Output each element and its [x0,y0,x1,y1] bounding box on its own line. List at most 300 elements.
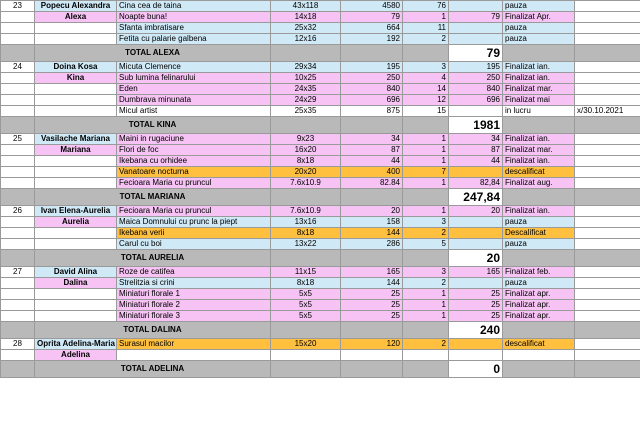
table-row [1,106,640,117]
cell-v1[interactable]: 664 [341,23,403,34]
cell-v3[interactable]: 840 [449,84,503,95]
cell-dim[interactable]: 15x20 [271,339,341,350]
cell-v1[interactable] [341,117,403,134]
cell-title[interactable]: Sub lumina felinarului [117,73,271,84]
table-row [1,267,640,278]
total-value-cell[interactable]: 240 [449,322,503,339]
cell-participant[interactable]: Alexa [35,12,117,23]
cell-note[interactable] [575,95,640,106]
cell-v2[interactable]: 2 [403,339,449,350]
cell-v3[interactable]: 25 [449,300,503,311]
cell-dim[interactable]: 9x23 [271,134,341,145]
cell-dim[interactable]: 13x16 [271,217,341,228]
cell-nr[interactable] [1,311,35,322]
cell-v1[interactable]: 44 [341,156,403,167]
cell-nr[interactable] [1,350,35,361]
cell-status[interactable]: Finalizat feb. [503,267,575,278]
cell-v1[interactable]: 195 [341,62,403,73]
cell-participant[interactable] [35,95,117,106]
cell-note[interactable] [575,189,640,206]
cell-nr[interactable] [1,145,35,156]
cell-v2[interactable]: 1 [403,311,449,322]
cell-status[interactable]: Finalizat ian. [503,62,575,73]
cell-participant[interactable]: Oprita Adelina-Maria [35,339,117,350]
cell-note[interactable] [575,178,640,189]
cell-v3[interactable]: 165 [449,267,503,278]
cell-status[interactable]: Finalizat Apr. [503,12,575,23]
cell-status[interactable]: Finalizat apr. [503,289,575,300]
cell-note[interactable] [575,350,640,361]
cell-v2[interactable]: 2 [403,228,449,239]
cell-note[interactable] [575,250,640,267]
cell-status[interactable]: pauza [503,239,575,250]
cell-title[interactable]: Flori de foc [117,145,271,156]
cell-title[interactable]: Carul cu boi [117,239,271,250]
cell-v3[interactable] [449,34,503,45]
total-label-cell[interactable]: TOTAL KINA [35,117,271,134]
cell-v2[interactable]: 14 [403,84,449,95]
cell-v3[interactable]: 250 [449,73,503,84]
cell-title[interactable]: Sfanta imbratisare [117,23,271,34]
cell-status[interactable]: Finalizat apr. [503,300,575,311]
cell-v2[interactable]: 3 [403,267,449,278]
cell-v3[interactable] [449,217,503,228]
cell-title[interactable] [117,350,271,361]
cell-note[interactable] [575,228,640,239]
table-row [1,12,640,23]
cell-title[interactable]: Ikebana cu orhidee [117,156,271,167]
total-row [1,250,640,267]
cell-v1[interactable] [341,250,403,267]
cell-participant[interactable] [35,167,117,178]
cell-v2[interactable]: 15 [403,106,449,117]
cell-v3[interactable]: 34 [449,134,503,145]
cell-v2[interactable]: 1 [403,300,449,311]
cell-nr[interactable] [1,239,35,250]
cell-v1[interactable]: 82.84 [341,178,403,189]
cell-status[interactable] [503,250,575,267]
cell-nr[interactable] [1,217,35,228]
cell-v2[interactable] [403,45,449,62]
cell-note[interactable] [575,84,640,95]
table-body [1,1,640,378]
table-row [1,217,640,228]
cell-v1[interactable]: 34 [341,134,403,145]
cell-dim[interactable]: 7.6x10.9 [271,206,341,217]
table-row [1,134,640,145]
cell-v2[interactable]: 3 [403,62,449,73]
total-value-cell[interactable]: 79 [449,45,503,62]
table-row [1,84,640,95]
cell-title[interactable]: Cina cea de taina [117,1,271,12]
cell-v1[interactable]: 4580 [341,1,403,12]
cell-v2[interactable]: 4 [403,73,449,84]
cell-nr[interactable] [1,361,35,378]
cell-participant[interactable]: Adelina [35,350,117,361]
cell-status[interactable]: pauza [503,278,575,289]
cell-dim[interactable] [271,361,341,378]
total-value-cell[interactable]: 0 [449,361,503,378]
cell-v1[interactable]: 286 [341,239,403,250]
cell-status[interactable]: pauza [503,23,575,34]
cell-v1[interactable]: 144 [341,278,403,289]
cell-participant[interactable]: Aurelia [35,217,117,228]
cell-v3[interactable]: 87 [449,145,503,156]
cell-note[interactable] [575,311,640,322]
cell-nr[interactable] [1,167,35,178]
cell-note[interactable] [575,156,640,167]
total-value-cell[interactable]: 20 [449,250,503,267]
total-label-cell[interactable]: TOTAL AURELIA [35,250,271,267]
cell-v3[interactable]: 82,84 [449,178,503,189]
cell-participant[interactable] [35,84,117,95]
cell-note[interactable] [575,322,640,339]
cell-title[interactable]: Dumbrava minunata [117,95,271,106]
cell-v1[interactable]: 144 [341,228,403,239]
cell-status[interactable]: pauza [503,34,575,45]
table-row [1,300,640,311]
table-row [1,95,640,106]
table-row [1,228,640,239]
cell-status[interactable]: Finalizat ian. [503,73,575,84]
cell-note[interactable] [575,300,640,311]
cell-status[interactable] [503,350,575,361]
cell-dim[interactable]: 16x20 [271,145,341,156]
cell-title[interactable]: Maini in rugaciune [117,134,271,145]
cell-title[interactable]: Fecioara Maria cu pruncul [117,206,271,217]
cell-v2[interactable] [403,361,449,378]
cell-status[interactable]: Finalizat apr. [503,311,575,322]
cell-v2[interactable]: 3 [403,217,449,228]
cell-participant[interactable]: Ivan Elena-Aurelia [35,206,117,217]
cell-v2[interactable] [403,322,449,339]
cell-dim[interactable]: 8x18 [271,156,341,167]
cell-title[interactable]: Maica Domnului cu prunc la piept [117,217,271,228]
table-row [1,1,640,12]
cell-note[interactable] [575,134,640,145]
total-label-cell[interactable]: TOTAL ALEXA [35,45,271,62]
cell-note[interactable] [575,167,640,178]
cell-dim[interactable]: 8x18 [271,278,341,289]
cell-dim[interactable] [271,350,341,361]
cell-dim[interactable]: 12x16 [271,34,341,45]
cell-v2[interactable]: 76 [403,1,449,12]
cell-v1[interactable]: 165 [341,267,403,278]
cell-v2[interactable]: 1 [403,134,449,145]
table-row [1,311,640,322]
cell-nr[interactable] [1,178,35,189]
cell-v3[interactable] [449,278,503,289]
table-row [1,206,640,217]
cell-v2[interactable] [403,117,449,134]
cell-nr[interactable] [1,45,35,62]
table-row [1,350,640,361]
cell-participant[interactable] [35,311,117,322]
cell-dim[interactable]: 13x22 [271,239,341,250]
cell-dim[interactable]: 10x25 [271,73,341,84]
cell-dim[interactable]: 25x35 [271,106,341,117]
cell-note[interactable]: x/30.10.2021 [575,106,640,117]
total-label-cell[interactable]: TOTAL ADELINA [35,361,271,378]
cell-note[interactable] [575,73,640,84]
cell-status[interactable]: Finalizat ian. [503,206,575,217]
table-row [1,62,640,73]
cell-note[interactable] [575,206,640,217]
cell-v1[interactable]: 192 [341,34,403,45]
total-value-cell[interactable]: 247,84 [449,189,503,206]
cell-note[interactable] [575,117,640,134]
cell-status[interactable]: Finalizat mai [503,95,575,106]
cell-v3[interactable]: 195 [449,62,503,73]
cell-status[interactable]: Finalizat ian. [503,134,575,145]
cell-dim[interactable] [271,117,341,134]
cell-title[interactable]: Miniaturi florale 2 [117,300,271,311]
cell-v1[interactable]: 158 [341,217,403,228]
cell-v2[interactable]: 1 [403,156,449,167]
cell-dim[interactable]: 5x5 [271,289,341,300]
cell-v2[interactable]: 5 [403,239,449,250]
cell-status[interactable]: in lucru [503,106,575,117]
cell-title[interactable]: Micul artist [117,106,271,117]
cell-participant[interactable] [35,106,117,117]
cell-v2[interactable]: 1 [403,12,449,23]
table-row [1,339,640,350]
cell-v2[interactable]: 1 [403,145,449,156]
cell-status[interactable] [503,117,575,134]
cell-v1[interactable]: 120 [341,339,403,350]
cell-v2[interactable] [403,350,449,361]
cell-v2[interactable]: 11 [403,23,449,34]
cell-v1[interactable]: 25 [341,311,403,322]
cell-participant[interactable] [35,34,117,45]
cell-note[interactable] [575,1,640,12]
cell-participant[interactable] [35,178,117,189]
cell-nr[interactable] [1,12,35,23]
cell-v1[interactable]: 87 [341,145,403,156]
cell-dim[interactable]: 24x35 [271,84,341,95]
cell-status[interactable]: descalificat [503,339,575,350]
cell-nr[interactable] [1,278,35,289]
cell-nr[interactable] [1,156,35,167]
cell-participant[interactable]: Dalina [35,278,117,289]
cell-note[interactable] [575,361,640,378]
cell-nr[interactable]: 25 [1,134,35,145]
cell-dim[interactable]: 25x32 [271,23,341,34]
total-label-cell[interactable]: TOTAL MARIANA [35,189,271,206]
cell-dim[interactable]: 5x5 [271,311,341,322]
cell-dim[interactable] [271,189,341,206]
cell-participant[interactable]: Vasilache Mariana [35,134,117,145]
cell-v3[interactable]: 25 [449,289,503,300]
cell-status[interactable]: descalificat [503,167,575,178]
cell-v1[interactable]: 696 [341,95,403,106]
cell-v3[interactable] [449,106,503,117]
cell-nr[interactable] [1,84,35,95]
cell-participant[interactable] [35,239,117,250]
cell-v1[interactable] [341,189,403,206]
cell-title[interactable]: Vanatoare nocturna [117,167,271,178]
cell-v3[interactable] [449,1,503,12]
cell-v1[interactable]: 79 [341,12,403,23]
cell-note[interactable] [575,45,640,62]
cell-status[interactable] [503,45,575,62]
cell-v1[interactable] [341,45,403,62]
cell-nr[interactable] [1,289,35,300]
cell-v3[interactable]: 20 [449,206,503,217]
cell-participant[interactable] [35,300,117,311]
cell-v3[interactable] [449,228,503,239]
cell-status[interactable]: pauza [503,217,575,228]
cell-nr[interactable] [1,23,35,34]
cell-v1[interactable]: 20 [341,206,403,217]
cell-v1[interactable]: 250 [341,73,403,84]
cell-dim[interactable]: 24x29 [271,95,341,106]
cell-dim[interactable]: 43x118 [271,1,341,12]
cell-participant[interactable] [35,228,117,239]
total-row [1,361,640,378]
cell-status[interactable]: Finalizat ian. [503,156,575,167]
cell-v3[interactable]: 696 [449,95,503,106]
cell-participant[interactable]: Mariana [35,145,117,156]
cell-status[interactable] [503,322,575,339]
cell-nr[interactable] [1,300,35,311]
cell-title[interactable]: Miniaturi florale 1 [117,289,271,300]
cell-dim[interactable]: 20x20 [271,167,341,178]
cell-participant[interactable]: David Alina [35,267,117,278]
cell-note[interactable] [575,289,640,300]
cell-v1[interactable]: 875 [341,106,403,117]
cell-nr[interactable]: 28 [1,339,35,350]
cell-title[interactable]: Eden [117,84,271,95]
cell-v1[interactable] [341,361,403,378]
cell-note[interactable] [575,12,640,23]
cell-dim[interactable]: 11x15 [271,267,341,278]
cell-v2[interactable]: 12 [403,95,449,106]
cell-v3[interactable]: 25 [449,311,503,322]
cell-note[interactable] [575,34,640,45]
cell-nr[interactable]: 23 [1,1,35,12]
table-row [1,145,640,156]
cell-v3[interactable] [449,339,503,350]
cell-note[interactable] [575,278,640,289]
table-row [1,167,640,178]
cell-note[interactable] [575,217,640,228]
cell-v2[interactable]: 2 [403,278,449,289]
cell-nr[interactable] [1,117,35,134]
cell-status[interactable]: Descalificat [503,228,575,239]
cell-v2[interactable] [403,189,449,206]
cell-v3[interactable] [449,23,503,34]
cell-nr[interactable] [1,73,35,84]
cell-v2[interactable]: 2 [403,34,449,45]
cell-title[interactable]: Fetita cu palarie galbena [117,34,271,45]
cell-title[interactable]: Surasul macilor [117,339,271,350]
cell-v3[interactable] [449,239,503,250]
cell-v1[interactable] [341,322,403,339]
cell-v1[interactable] [341,350,403,361]
table-row [1,239,640,250]
cell-v2[interactable] [403,250,449,267]
cell-status[interactable]: Finalizat mar. [503,145,575,156]
cell-dim[interactable]: 8x18 [271,228,341,239]
cell-dim[interactable]: 29x34 [271,62,341,73]
total-value-cell[interactable]: 1981 [449,117,503,134]
cell-title[interactable]: Miniaturi florale 3 [117,311,271,322]
cell-dim[interactable]: 7.6x10.9 [271,178,341,189]
table-row [1,73,640,84]
total-row [1,45,640,62]
cell-title[interactable]: Strelitzia si crini [117,278,271,289]
cell-dim[interactable]: 14x18 [271,12,341,23]
cell-status[interactable] [503,189,575,206]
cell-participant[interactable] [35,23,117,34]
cell-dim[interactable] [271,250,341,267]
cell-dim[interactable] [271,45,341,62]
cell-participant[interactable]: Doina Kosa [35,62,117,73]
cell-v3[interactable]: 44 [449,156,503,167]
cell-dim[interactable]: 5x5 [271,300,341,311]
total-row [1,117,640,134]
cell-nr[interactable] [1,189,35,206]
total-row [1,322,640,339]
cell-nr[interactable] [1,34,35,45]
cell-note[interactable] [575,239,640,250]
cell-v1[interactable]: 400 [341,167,403,178]
cell-nr[interactable]: 24 [1,62,35,73]
cell-nr[interactable] [1,106,35,117]
cell-title[interactable]: Micuta Clemence [117,62,271,73]
cell-v3[interactable]: 79 [449,12,503,23]
cell-title[interactable]: Noapte buna! [117,12,271,23]
cell-title[interactable]: Ikebana verii [117,228,271,239]
cell-nr[interactable]: 26 [1,206,35,217]
cell-note[interactable] [575,62,640,73]
cell-note[interactable] [575,267,640,278]
cell-nr[interactable] [1,250,35,267]
cell-note[interactable] [575,339,640,350]
total-row [1,189,640,206]
cell-status[interactable]: Finalizat aug. [503,178,575,189]
cell-nr[interactable] [1,95,35,106]
cell-v3[interactable] [449,167,503,178]
cell-nr[interactable]: 27 [1,267,35,278]
cell-participant[interactable]: Kina [35,73,117,84]
cell-note[interactable] [575,145,640,156]
cell-status[interactable] [503,361,575,378]
cell-dim[interactable] [271,322,341,339]
cell-v3[interactable] [449,350,503,361]
cell-title[interactable]: Roze de catifea [117,267,271,278]
cell-v2[interactable]: 1 [403,206,449,217]
cell-status[interactable]: Finalizat mar. [503,84,575,95]
total-label-cell[interactable]: TOTAL DALINA [35,322,271,339]
cell-participant[interactable] [35,289,117,300]
cell-title[interactable]: Fecioara Maria cu pruncul [117,178,271,189]
cell-participant[interactable] [35,156,117,167]
table-row [1,278,640,289]
cell-v1[interactable]: 25 [341,300,403,311]
cell-v2[interactable]: 7 [403,167,449,178]
cell-participant[interactable]: Popecu Alexandra [35,1,117,12]
cell-note[interactable] [575,23,640,34]
cell-nr[interactable] [1,322,35,339]
cell-v2[interactable]: 1 [403,178,449,189]
cell-status[interactable]: pauza [503,1,575,12]
cell-v1[interactable]: 840 [341,84,403,95]
cell-v1[interactable]: 25 [341,289,403,300]
cell-nr[interactable] [1,228,35,239]
cell-v2[interactable]: 1 [403,289,449,300]
